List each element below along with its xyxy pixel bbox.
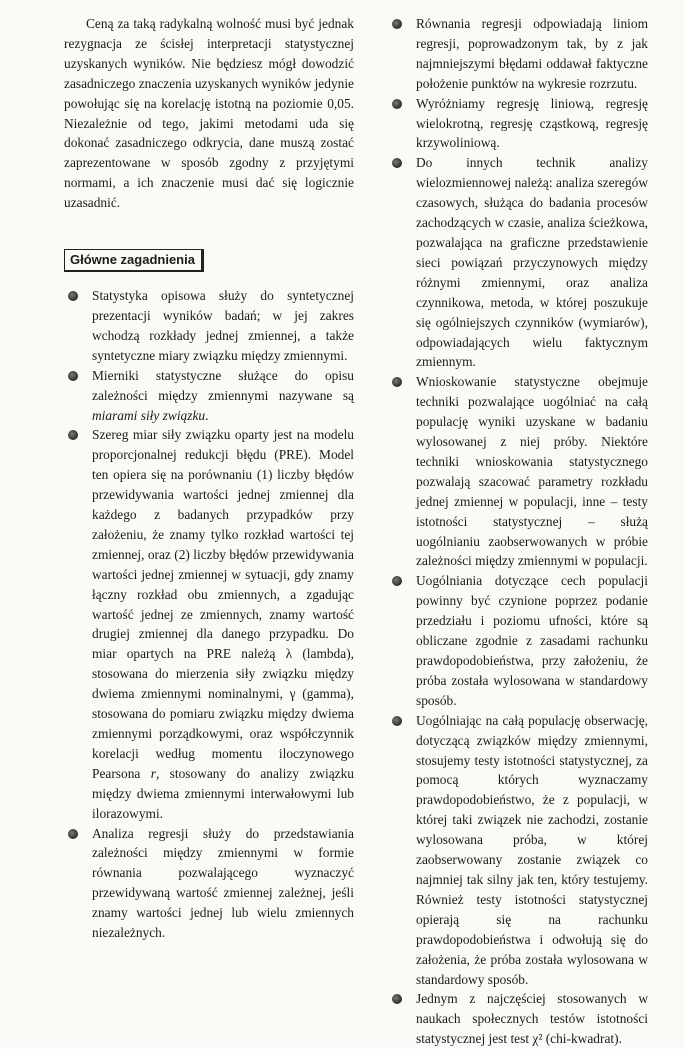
- bullet-icon: [392, 158, 402, 168]
- bullet-icon: [68, 371, 78, 381]
- list-item: [64, 824, 354, 943]
- section-heading: Główne zagadnienia: [64, 249, 204, 272]
- list-item: [388, 94, 648, 154]
- list-item-text: Równania regresji odpowiadają liniom regresji, poprowadzonym tak, by z jak najmniejszymi błędami oddawał faktyczne położenie punktów na wykresie rozrzutu.: [416, 16, 648, 91]
- list-item-text: Mierniki statystyczne służące do opisu zależności między zmiennymi nazywane są: [92, 367, 354, 403]
- list-item-text: Wyróżniamy regresję liniową, regresję wielokrotną, regresję cząstkową, regresję krzywoliniową.: [416, 95, 648, 151]
- list-item: [388, 153, 648, 372]
- list-item: [388, 711, 648, 990]
- list-item: [388, 989, 648, 1049]
- list-item-text: Statystyka opisowa służy do syntetycznej prezentacji wyników badań; w jej zakres wchodzą rozkłady jednej zmiennej, a także syntetyczne miary związku między zmiennymi.: [92, 288, 354, 363]
- list-item-emphasis: miarami siły związku: [92, 407, 206, 423]
- list-item: [64, 425, 354, 823]
- bullet-icon: [392, 576, 402, 586]
- list-item: [388, 571, 648, 710]
- right-column: [388, 14, 648, 1049]
- bullet-icon: [392, 716, 402, 726]
- right-bullet-list: [388, 14, 648, 1049]
- bullet-icon: [68, 829, 78, 839]
- list-item-text: Jednym z najczęściej stosowanych w naukach społecznych testów istotności statystycznej jest test χ² (chi-kwadrat).: [416, 991, 648, 1047]
- list-item-text: Szereg miar siły związku oparty jest na modelu proporcjonalnej redukcji błędu (PRE). Model ten opiera się na porównaniu (1) liczby błędów przewidywania wartości jednej zmiennej dla każdego z badanych przypadków przy założeniu, że znamy tylko rozkład wartości tej zmiennej, oraz (2) liczby błędów przewidywania wartości jednej zmiennej w sytuacji, gdy znamy łączny rozkład obu zmiennych, a zgadując wartość jednej ze zmiennych, znamy wartość drugiej zmiennej dla danego przypadku. Do miar opartych na PRE należą λ (lambda), stosowana do mierzenia siły związku między dwiema zmiennymi nominalnymi, γ (gamma), stosowana do pomiaru związku między dwiema zmiennymi porządkowymi, oraz współczynnik korelacji według momentu iloczynowego Pearsona: [92, 427, 354, 781]
- list-item-text: Wnioskowanie statystyczne obejmuje techniki pozwalające uogólniać na całą populację wyniki uzyskane w badaniu wylosowanej z niej próby. Niektóre techniki wnioskowania statystycznego pozwalają szacować parametry rozkładu jednej zmiennej w populacji, inne – testy istotności statystycznej – służą uogólnianiu zaobserwowanych w próbie zależności między zmiennymi w populacji.: [416, 374, 648, 569]
- bullet-icon: [392, 19, 402, 29]
- list-item-text: Analiza regresji służy do przedstawiania zależności między zmiennymi w formie równania pozwalającego wyznaczyć przewidywaną wartość zmiennej zależnej, jeśli znamy wartości jednej lub wielu zmiennych niezależnych.: [92, 825, 354, 941]
- list-item: [388, 14, 648, 94]
- list-item: [388, 372, 648, 571]
- list-item-text: Uogólniania dotyczące cech populacji powinny być czynione poprzez podanie przedziału i poziomu ufności, które są obliczane zgodnie z zasadami rachunku prawdopodobieństwa, przy założeniu, że próba została wylosowana w standardowy sposób.: [416, 573, 648, 708]
- list-item-text: Do innych technik analizy wielozmiennowej należą: analiza szeregów czasowych, służąca do badania procesów zachodzących w czasie, analiza ścieżkowa, pozwalająca na graficzne przedstawienie sieci powiązań przyczynowych między różnymi zmiennymi, oraz analiza czynnikowa, metoda, w której poszukuje się ogólniejszych czynników (wymiarów), odpowiadających wielu faktycznym zmiennym.: [416, 155, 648, 370]
- bullet-icon: [68, 291, 78, 301]
- bullet-icon: [392, 99, 402, 109]
- list-item: [64, 366, 354, 426]
- left-bullet-list: [64, 286, 354, 943]
- intro-paragraph: Ceną za taką radykalną wolność musi być jednak rezygnacja ze ścisłej interpretacji statystycznej uzyskanych wyników. Nie będziesz mógł dowodzić zasadniczego znaczenia uzyskanych wyników jedynie powołując się na korelację istotną na poziomie 0,05. Niezależnie od tego, jakimi metodami uda się dokonać zasadniczego odkrycia, dane muszą zostać zaprezentowane w sposób zgodny z przyjętymi normami, a ich znaczenie musi dać się logicznie uzasadnić.: [64, 16, 355, 211]
- left-column: [64, 14, 354, 943]
- bullet-icon: [392, 994, 402, 1004]
- list-item: [64, 286, 354, 366]
- list-item-text-end: .: [205, 407, 209, 423]
- bullet-icon: [392, 377, 402, 387]
- list-item-text: Uogólniając na całą populację obserwację, dotyczącą związków między zmiennymi, stosujemy testy istotności statystycznej, za pomocą których wyznaczamy prawdopodobieństwo, że z populacji, w której taki związek nie zachodzi, zostanie wylosowana próba, w której zaobserwowany zostanie związek co najmniej tak silny jak ten, który testujemy. Również testy istotności statystycznej opierają się na rachunku prawdopodobieństwa i odwołują się do założenia, że próba została wylosowana w standardowy sposób.: [416, 712, 648, 987]
- list-item-text-end: , stosowany do analizy związku między dwiema zmiennymi interwałowymi lub ilorazowymi.: [92, 765, 354, 821]
- list-item-emphasis: r: [150, 765, 156, 781]
- bullet-icon: [68, 430, 78, 440]
